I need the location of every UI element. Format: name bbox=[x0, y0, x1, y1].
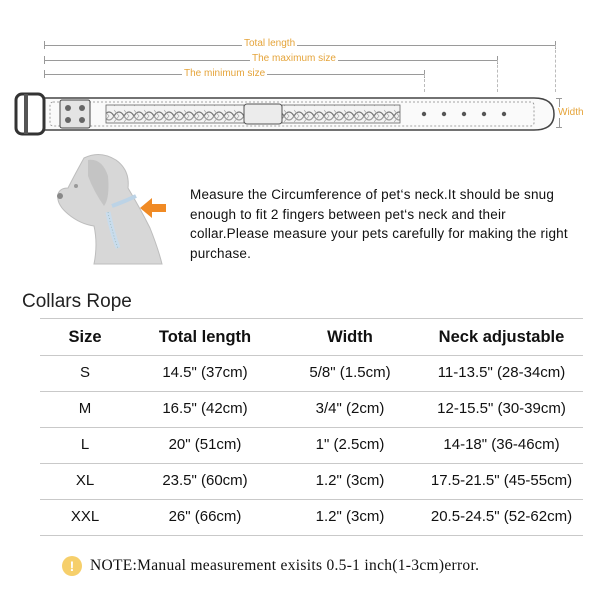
measurement-instructions: Measure the Circumference of pet‘s neck.It should be snug enough to fit 2 fingers between pet‘s neck and their collar.Please measure your pets carefully for making the right purchase. bbox=[190, 187, 568, 261]
size-cell: L bbox=[80, 436, 90, 453]
max-size-label: The maximum size bbox=[252, 53, 336, 64]
header-width: Width bbox=[327, 328, 373, 346]
width-cell: 3/4" (2cm) bbox=[315, 400, 385, 417]
width-label: Width bbox=[558, 107, 584, 118]
size-cell: M bbox=[78, 400, 92, 417]
total-length-label: Total length bbox=[244, 38, 296, 49]
neck-adjustable-cell: 17.5-21.5" (45-55cm) bbox=[430, 472, 573, 489]
neck-adjustable-cell: 11-13.5" (28-34cm) bbox=[437, 364, 566, 381]
header-total-length: Total length bbox=[158, 328, 252, 346]
neck-adjustable-cell: 12-15.5" (30-39cm) bbox=[437, 400, 566, 417]
neck-adjustable-cell: 20.5-24.5" (52-62cm) bbox=[430, 508, 573, 525]
table-row bbox=[40, 391, 583, 428]
width-cell: 1.2" (3cm) bbox=[315, 472, 385, 489]
dog-neck-illustration bbox=[54, 148, 170, 266]
width-cell: 1.2" (3cm) bbox=[315, 508, 385, 525]
header-neck-adjustable: Neck adjustable bbox=[438, 328, 565, 346]
width-cap bbox=[556, 127, 562, 128]
total-length-cell: 26" (66cm) bbox=[168, 508, 242, 525]
table-header-row bbox=[40, 318, 583, 356]
total-length-cell: 20" (51cm) bbox=[168, 436, 242, 453]
collar-image bbox=[14, 92, 559, 136]
total-length-cell: 14.5" (37cm) bbox=[162, 364, 248, 381]
exclamation-icon: ! bbox=[62, 556, 82, 576]
table-row bbox=[40, 427, 583, 464]
table-row bbox=[40, 463, 583, 500]
guide-line bbox=[424, 74, 425, 92]
size-cell: XXL bbox=[70, 508, 100, 525]
note-text: NOTE:Manual measurement exisits 0.5-1 inch(1-3cm)error. bbox=[90, 557, 480, 574]
guide-line bbox=[555, 45, 556, 92]
width-cell: 5/8" (1.5cm) bbox=[309, 364, 391, 381]
section-title: Collars Rope bbox=[22, 291, 132, 312]
header-size: Size bbox=[68, 328, 102, 346]
min-size-label: The minimum size bbox=[184, 68, 266, 79]
table-row bbox=[40, 355, 583, 392]
total-length-cell: 23.5" (60cm) bbox=[162, 472, 248, 489]
neck-adjustable-cell: 14-18" (36-46cm) bbox=[443, 436, 560, 453]
table-row bbox=[40, 499, 583, 536]
guide-line bbox=[497, 60, 498, 92]
size-cell: S bbox=[79, 364, 90, 381]
size-cell: XL bbox=[75, 472, 95, 489]
total-length-line bbox=[44, 45, 555, 46]
total-length-cell: 16.5" (42cm) bbox=[162, 400, 248, 417]
width-cell: 1" (2.5cm) bbox=[315, 436, 385, 453]
